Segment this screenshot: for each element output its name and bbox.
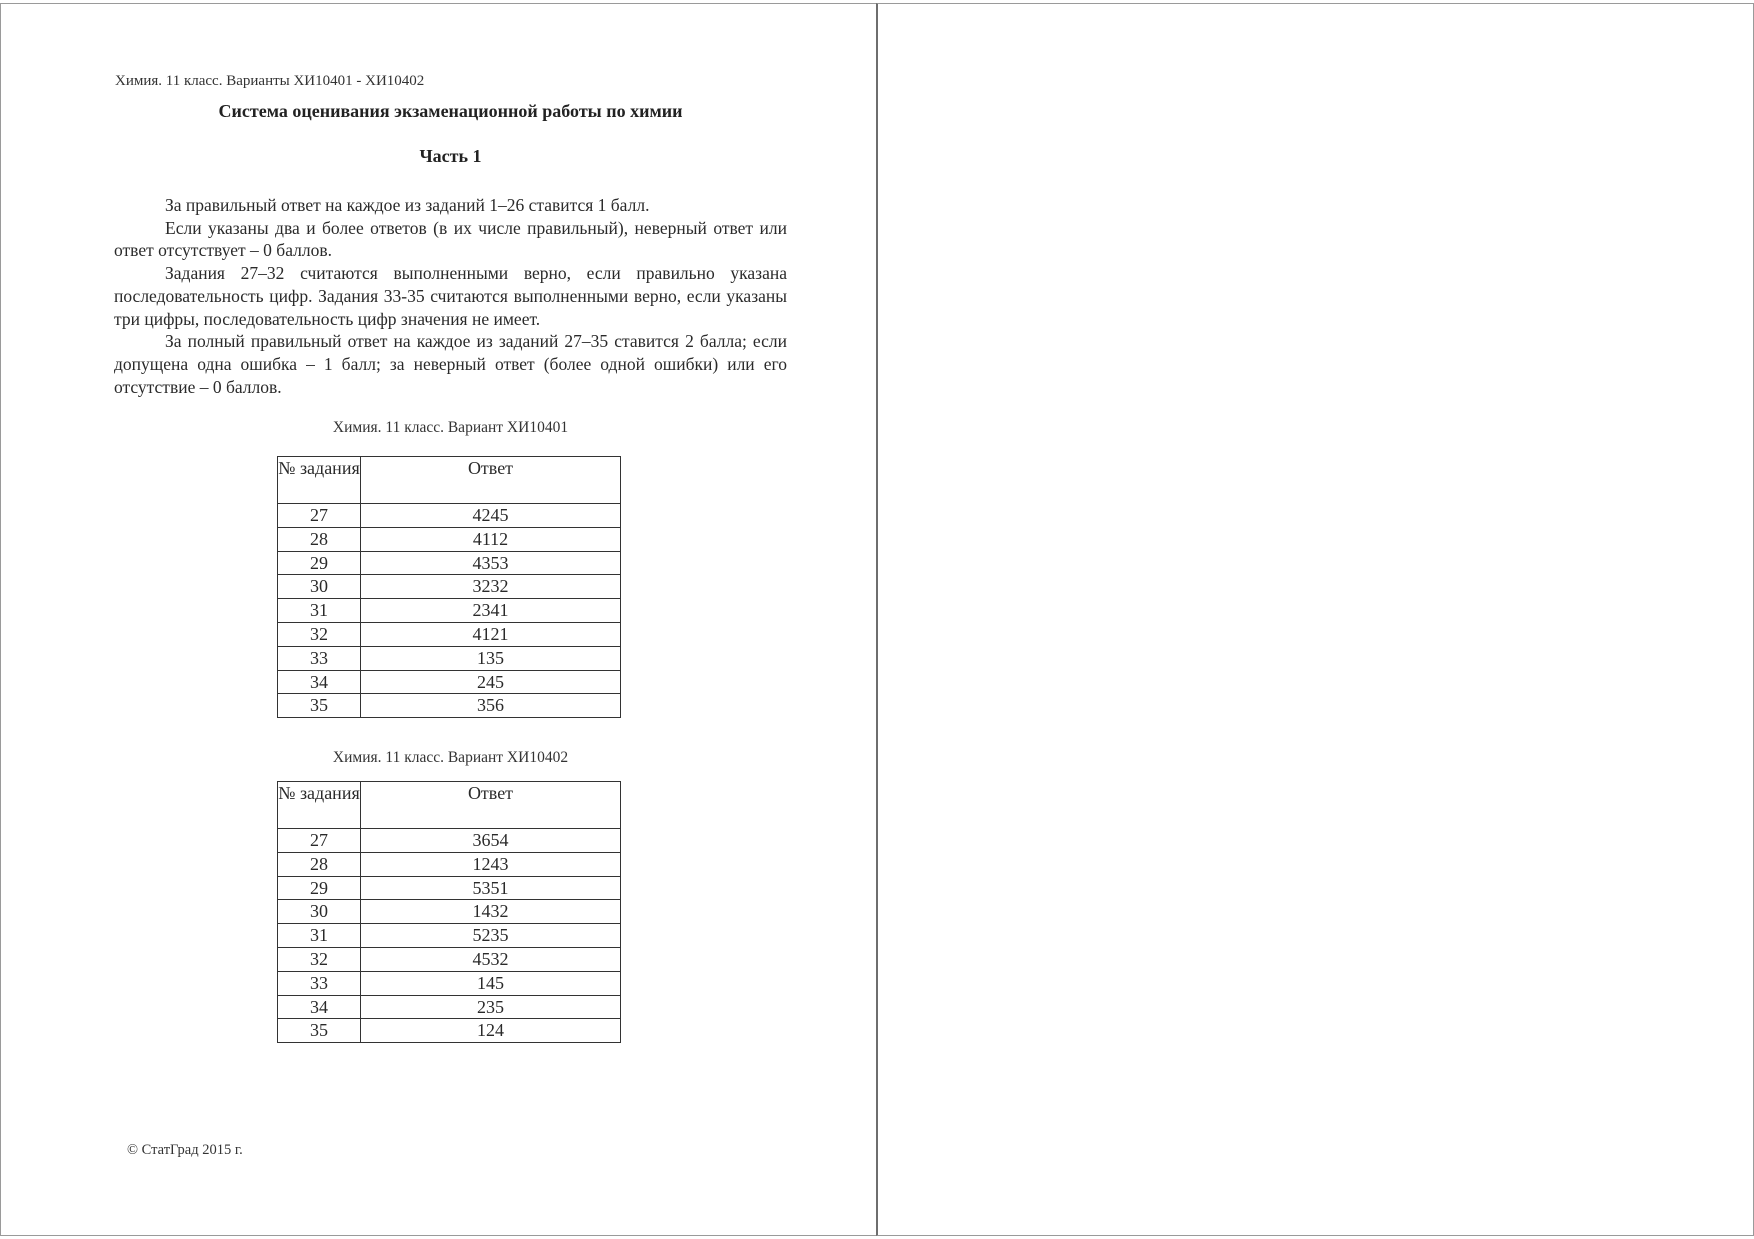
answer-cell: 2341: [361, 599, 621, 623]
table-row: [278, 1019, 621, 1043]
answer-table-variant-1: [277, 456, 621, 718]
answer-cell: 135: [361, 646, 621, 670]
task-number-cell: 29: [278, 551, 361, 575]
table-row: [278, 622, 621, 646]
table-row: [278, 646, 621, 670]
task-number-cell: 31: [278, 599, 361, 623]
answer-cell: 1243: [361, 852, 621, 876]
table-row: [278, 971, 621, 995]
answer-header: Ответ: [361, 782, 621, 829]
right-page-blank: [876, 3, 1754, 1236]
answer-cell: 4532: [361, 947, 621, 971]
task-number-cell: 28: [278, 852, 361, 876]
answer-cell: 145: [361, 971, 621, 995]
table-header-row: [278, 457, 621, 504]
table-row: [278, 900, 621, 924]
answer-cell: 245: [361, 670, 621, 694]
answer-cell: 4121: [361, 622, 621, 646]
answer-cell: 5235: [361, 924, 621, 948]
task-number-cell: 34: [278, 670, 361, 694]
task-number-cell: 27: [278, 504, 361, 528]
answer-cell: 235: [361, 995, 621, 1019]
task-number-header: № задания: [278, 782, 361, 829]
task-number-cell: 27: [278, 829, 361, 853]
task-number-cell: 34: [278, 995, 361, 1019]
table-row: [278, 575, 621, 599]
table-row: [278, 995, 621, 1019]
task-number-cell: 35: [278, 694, 361, 718]
task-number-cell: 30: [278, 575, 361, 599]
task-number-cell: 28: [278, 527, 361, 551]
answer-cell: 356: [361, 694, 621, 718]
table-row: [278, 599, 621, 623]
table-row: [278, 876, 621, 900]
answer-cell: 124: [361, 1019, 621, 1043]
answer-cell: 3654: [361, 829, 621, 853]
table-caption-variant-2: Химия. 11 класс. Вариант ХИ10402: [332, 749, 569, 766]
task-number-header: № задания: [278, 457, 361, 504]
answer-header: Ответ: [361, 457, 621, 504]
table-header-row: [278, 782, 621, 829]
answer-cell: 4245: [361, 504, 621, 528]
answer-table-variant-2: [277, 781, 621, 1043]
table-row: [278, 670, 621, 694]
table-row: [278, 551, 621, 575]
left-page: [0, 3, 877, 1236]
task-number-cell: 30: [278, 900, 361, 924]
table-row: [278, 527, 621, 551]
task-number-cell: 35: [278, 1019, 361, 1043]
paragraph: Задания 27–32 считаются выполненными верно, если правильно указана последовательность цифр. Задания 33-35 считаются выполненными верно, если указаны три цифры, последовательность цифр значения не имеет.: [114, 263, 787, 329]
task-number-cell: 29: [278, 876, 361, 900]
paragraph: Если указаны два и более ответов (в их числе правильный), неверный ответ или ответ отсутствует – 0 баллов.: [114, 217, 787, 261]
table-row: [278, 504, 621, 528]
answer-cell: 5351: [361, 876, 621, 900]
task-number-cell: 32: [278, 622, 361, 646]
document-title: Система оценивания экзаменационной работы по химии: [218, 101, 683, 121]
paragraph: За правильный ответ на каждое из заданий 1–26 ставится 1 балл.: [165, 195, 650, 215]
table-row: [278, 924, 621, 948]
running-head: Химия. 11 класс. Варианты ХИ10401 - ХИ10402: [115, 73, 425, 89]
copyright-footer: © СтатГрад 2015 г.: [127, 1142, 243, 1158]
answer-cell: 4112: [361, 527, 621, 551]
answer-cell: 3232: [361, 575, 621, 599]
task-number-cell: 33: [278, 646, 361, 670]
table-caption-variant-1: Химия. 11 класс. Вариант ХИ10401: [332, 419, 569, 436]
table-row: [278, 947, 621, 971]
task-number-cell: 33: [278, 971, 361, 995]
task-number-cell: 31: [278, 924, 361, 948]
answer-cell: 4353: [361, 551, 621, 575]
paragraph: За полный правильный ответ на каждое из заданий 27–35 ставится 2 балла; если допущена одна ошибка – 1 балл; за неверный ответ (более одной ошибки) или его отсутствие – 0 баллов.: [114, 331, 787, 397]
grading-rules-text: [114, 194, 787, 398]
part-title: Часть 1: [419, 146, 482, 166]
table-row: [278, 829, 621, 853]
task-number-cell: 32: [278, 947, 361, 971]
answer-cell: 1432: [361, 900, 621, 924]
table-row: [278, 852, 621, 876]
table-row: [278, 694, 621, 718]
